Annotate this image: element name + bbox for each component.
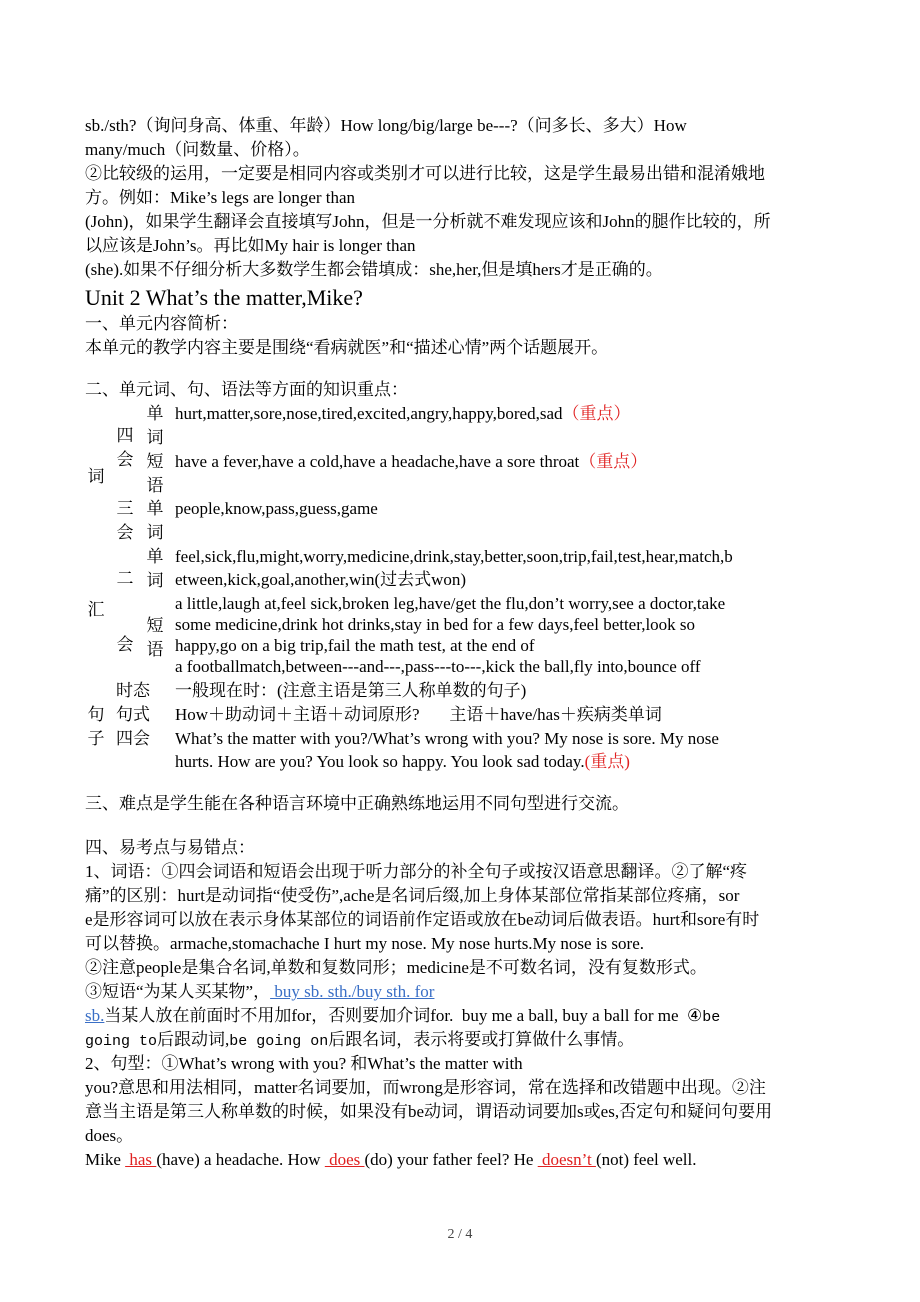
going-on-explanation: 后跟名词，表示将要或打算做什么事情。: [328, 1030, 635, 1049]
three-skill-words: people,know,pass,guess,game: [175, 499, 378, 518]
section-4-line-6: [85, 980, 845, 1004]
four-skill-label-2: 会: [116, 450, 134, 469]
sentence-label-top: 句: [87, 705, 105, 724]
section-4-line-2: 痛”的区别：hurt是动词指“使受伤”,ache是名词后缀,加上身体某部位常指某部位疼痛，sor: [85, 886, 740, 905]
be-keyword: be: [702, 1009, 721, 1026]
three-skill-label-2: 会: [116, 523, 134, 542]
vocab-label-top: 词: [87, 467, 105, 486]
two-skill-label-2: 会: [116, 635, 134, 654]
vocab-label-bottom: 汇: [87, 600, 105, 619]
two-word-label-2: 词: [146, 571, 164, 590]
sentence-label-bottom: 子: [87, 729, 105, 748]
section-4-line-5: ②注意people是集合名词,单数和复数同形；medicine是不可数名词，没有复数形式。: [85, 958, 707, 977]
phrase-intro: ③短语“为某人买某物”，: [85, 982, 271, 1001]
four-word-label-2: 词: [146, 428, 164, 447]
page-number: 2 / 4: [447, 1227, 473, 1242]
exercise-text: (not) feel well.: [595, 1150, 697, 1169]
buy-phrase-answer: buy sb. sth./buy sth. for: [270, 982, 435, 1001]
key-point-tag: (重点): [584, 752, 630, 771]
four-skill-words: [175, 402, 631, 426]
four-words-text: hurt,matter,sore,nose,tired,excited,angry,happy,bored,sad: [175, 404, 563, 423]
two-skill-phrases-1: a little,laugh at,feel sick,broken leg,have/get the flu,don’t worry,see a doctor,take: [175, 594, 726, 613]
section-4-line-11: 意当主语是第三人称单数的时候，如果没有be动词，谓语动词要加s或es,否定句和疑问句要用: [85, 1102, 773, 1121]
four-skill-phrases: [175, 450, 647, 474]
two-skill-words-1: feel,sick,flu,might,worry,medicine,drink,stay,better,soon,trip,fail,test,hear,match,b: [175, 547, 733, 566]
intro-line-2: many/much（问数量、价格）。: [85, 140, 310, 159]
exercise-text: Mike: [85, 1150, 126, 1169]
section-4-line-9: 2、句型：①What’s wrong with you? 和What’s the matter with: [85, 1054, 523, 1073]
section-4-title: 四、易考点与易错点：: [85, 838, 255, 857]
section-4-line-7: [85, 1004, 845, 1030]
be-going-on-keyword: be going on: [229, 1033, 329, 1050]
four-sentence-text-2: [175, 750, 630, 774]
two-phrase-label-1: 短: [146, 616, 164, 635]
section-4-line-3: e是形容词可以放在表示身体某部位的词语前作定语或放在be动词后做表语。hurt和sore有时: [85, 910, 760, 929]
section-4-line-10: you?意思和用法相同，matter名词要加，而wrong是形容词，常在选择和改错题中出现。②注: [85, 1078, 766, 1097]
two-phrase-label-2: 语: [146, 640, 164, 659]
intro-line-6: 以应该是John’s。再比如My hair is longer than: [85, 236, 416, 255]
section-2-title: 二、单元词、句、语法等方面的知识重点：: [85, 380, 408, 399]
intro-line-5: (John)，如果学生翻译会直接填写John，但是一分析就不难发现应该和John的腿作比较的，所: [85, 212, 771, 231]
pattern-text: How＋助动词＋主语＋动词原形? 主语＋have/has＋疾病类单词: [175, 705, 662, 724]
intro-line-4: 方。例如：Mike’s legs are longer than: [85, 188, 356, 207]
key-point-tag: （重点）: [562, 404, 631, 423]
three-word-label-1: 单: [146, 499, 164, 518]
answer-does: does: [324, 1150, 365, 1169]
intro-line-3: ②比较级的运用，一定要是相同内容或类别才可以进行比较，这是学生最易出错和混淆娥地: [85, 164, 765, 183]
four-sentence-2-text: hurts. How are you? You look so happy. You look sad today.: [175, 752, 585, 771]
two-skill-phrases-3: happy,go on a big trip,fail the math test, at the end of: [175, 636, 535, 655]
section-3-title: 三、难点是学生能在各种语言环境中正确熟练地运用不同句型进行交流。: [85, 794, 629, 813]
section-4-line-12: does。: [85, 1126, 134, 1145]
answer-has: has: [125, 1150, 157, 1169]
exercise-text: (have) a headache. How: [156, 1150, 325, 1169]
intro-line-7: (she).如果不仔细分析大多数学生都会错填成：she,her,但是填hers才是正确的。: [85, 260, 663, 279]
unit-title: Unit 2 What’s the matter,Mike?: [85, 285, 363, 310]
two-word-label-1: 单: [146, 547, 164, 566]
three-word-label-2: 词: [146, 523, 164, 542]
four-phrase-label-2: 语: [146, 476, 164, 495]
buy-phrase-answer-end: sb.: [85, 1006, 105, 1025]
section-4-line-4: 可以替换。armache,stomachache I hurt my nose. My nose hurts.My nose is sore.: [85, 934, 644, 953]
four-phrase-label-1: 短: [146, 452, 164, 471]
tense-label: 时态: [116, 681, 150, 700]
three-skill-label-1: 三: [116, 499, 134, 518]
exercise-text: (do) your father feel? He: [364, 1150, 538, 1169]
tense-text: 一般现在时：(注意主语是第三人称单数的句子): [175, 681, 527, 700]
four-phrases-text: have a fever,have a cold,have a headache,have a sore throat: [175, 452, 580, 471]
four-sentence-text-1: What’s the matter with you?/What’s wrong with you? My nose is sore. My nose: [175, 729, 719, 748]
going-to-keyword: going to: [85, 1033, 158, 1050]
key-point-tag: （重点）: [579, 452, 648, 471]
going-to-explanation: 后跟动词,: [157, 1030, 230, 1049]
four-word-label-1: 单: [146, 404, 164, 423]
section-4-line-1: 1、词语：①四会词语和短语会出现于听力部分的补全句子或按汉语意思翻译。②了解“疼: [85, 862, 748, 881]
two-skill-phrases-2: some medicine,drink hot drinks,stay in bed for a few days,feel better,look so: [175, 615, 696, 634]
buy-phrase-explanation: 当某人放在前面时不用加for，否则要加介词for. buy me a ball, buy a ball for me ④: [104, 1006, 703, 1025]
four-sentence-label: 四会: [116, 729, 150, 748]
two-skill-words-2: etween,kick,goal,another,win(过去式won): [175, 570, 467, 589]
answer-doesnt: doesn’t: [537, 1150, 596, 1169]
section-4-line-8: [85, 1028, 845, 1054]
intro-line-1: sb./sth?（询问身高、体重、年龄）How long/big/large be---?（问多长、多大）How: [85, 116, 687, 135]
four-skill-label-1: 四: [116, 426, 134, 445]
two-skill-label-1: 二: [116, 569, 134, 588]
two-skill-phrases-4: a footballmatch,between---and---,pass---to---,kick the ball,fly into,bounce off: [175, 657, 701, 676]
section-1-title: 一、单元内容简析：: [85, 314, 238, 333]
fill-in-exercise: [85, 1148, 845, 1172]
section-1-body: 本单元的教学内容主要是围绕“看病就医”和“描述心情”两个话题展开。: [85, 338, 609, 357]
pattern-label: 句式: [116, 705, 150, 724]
